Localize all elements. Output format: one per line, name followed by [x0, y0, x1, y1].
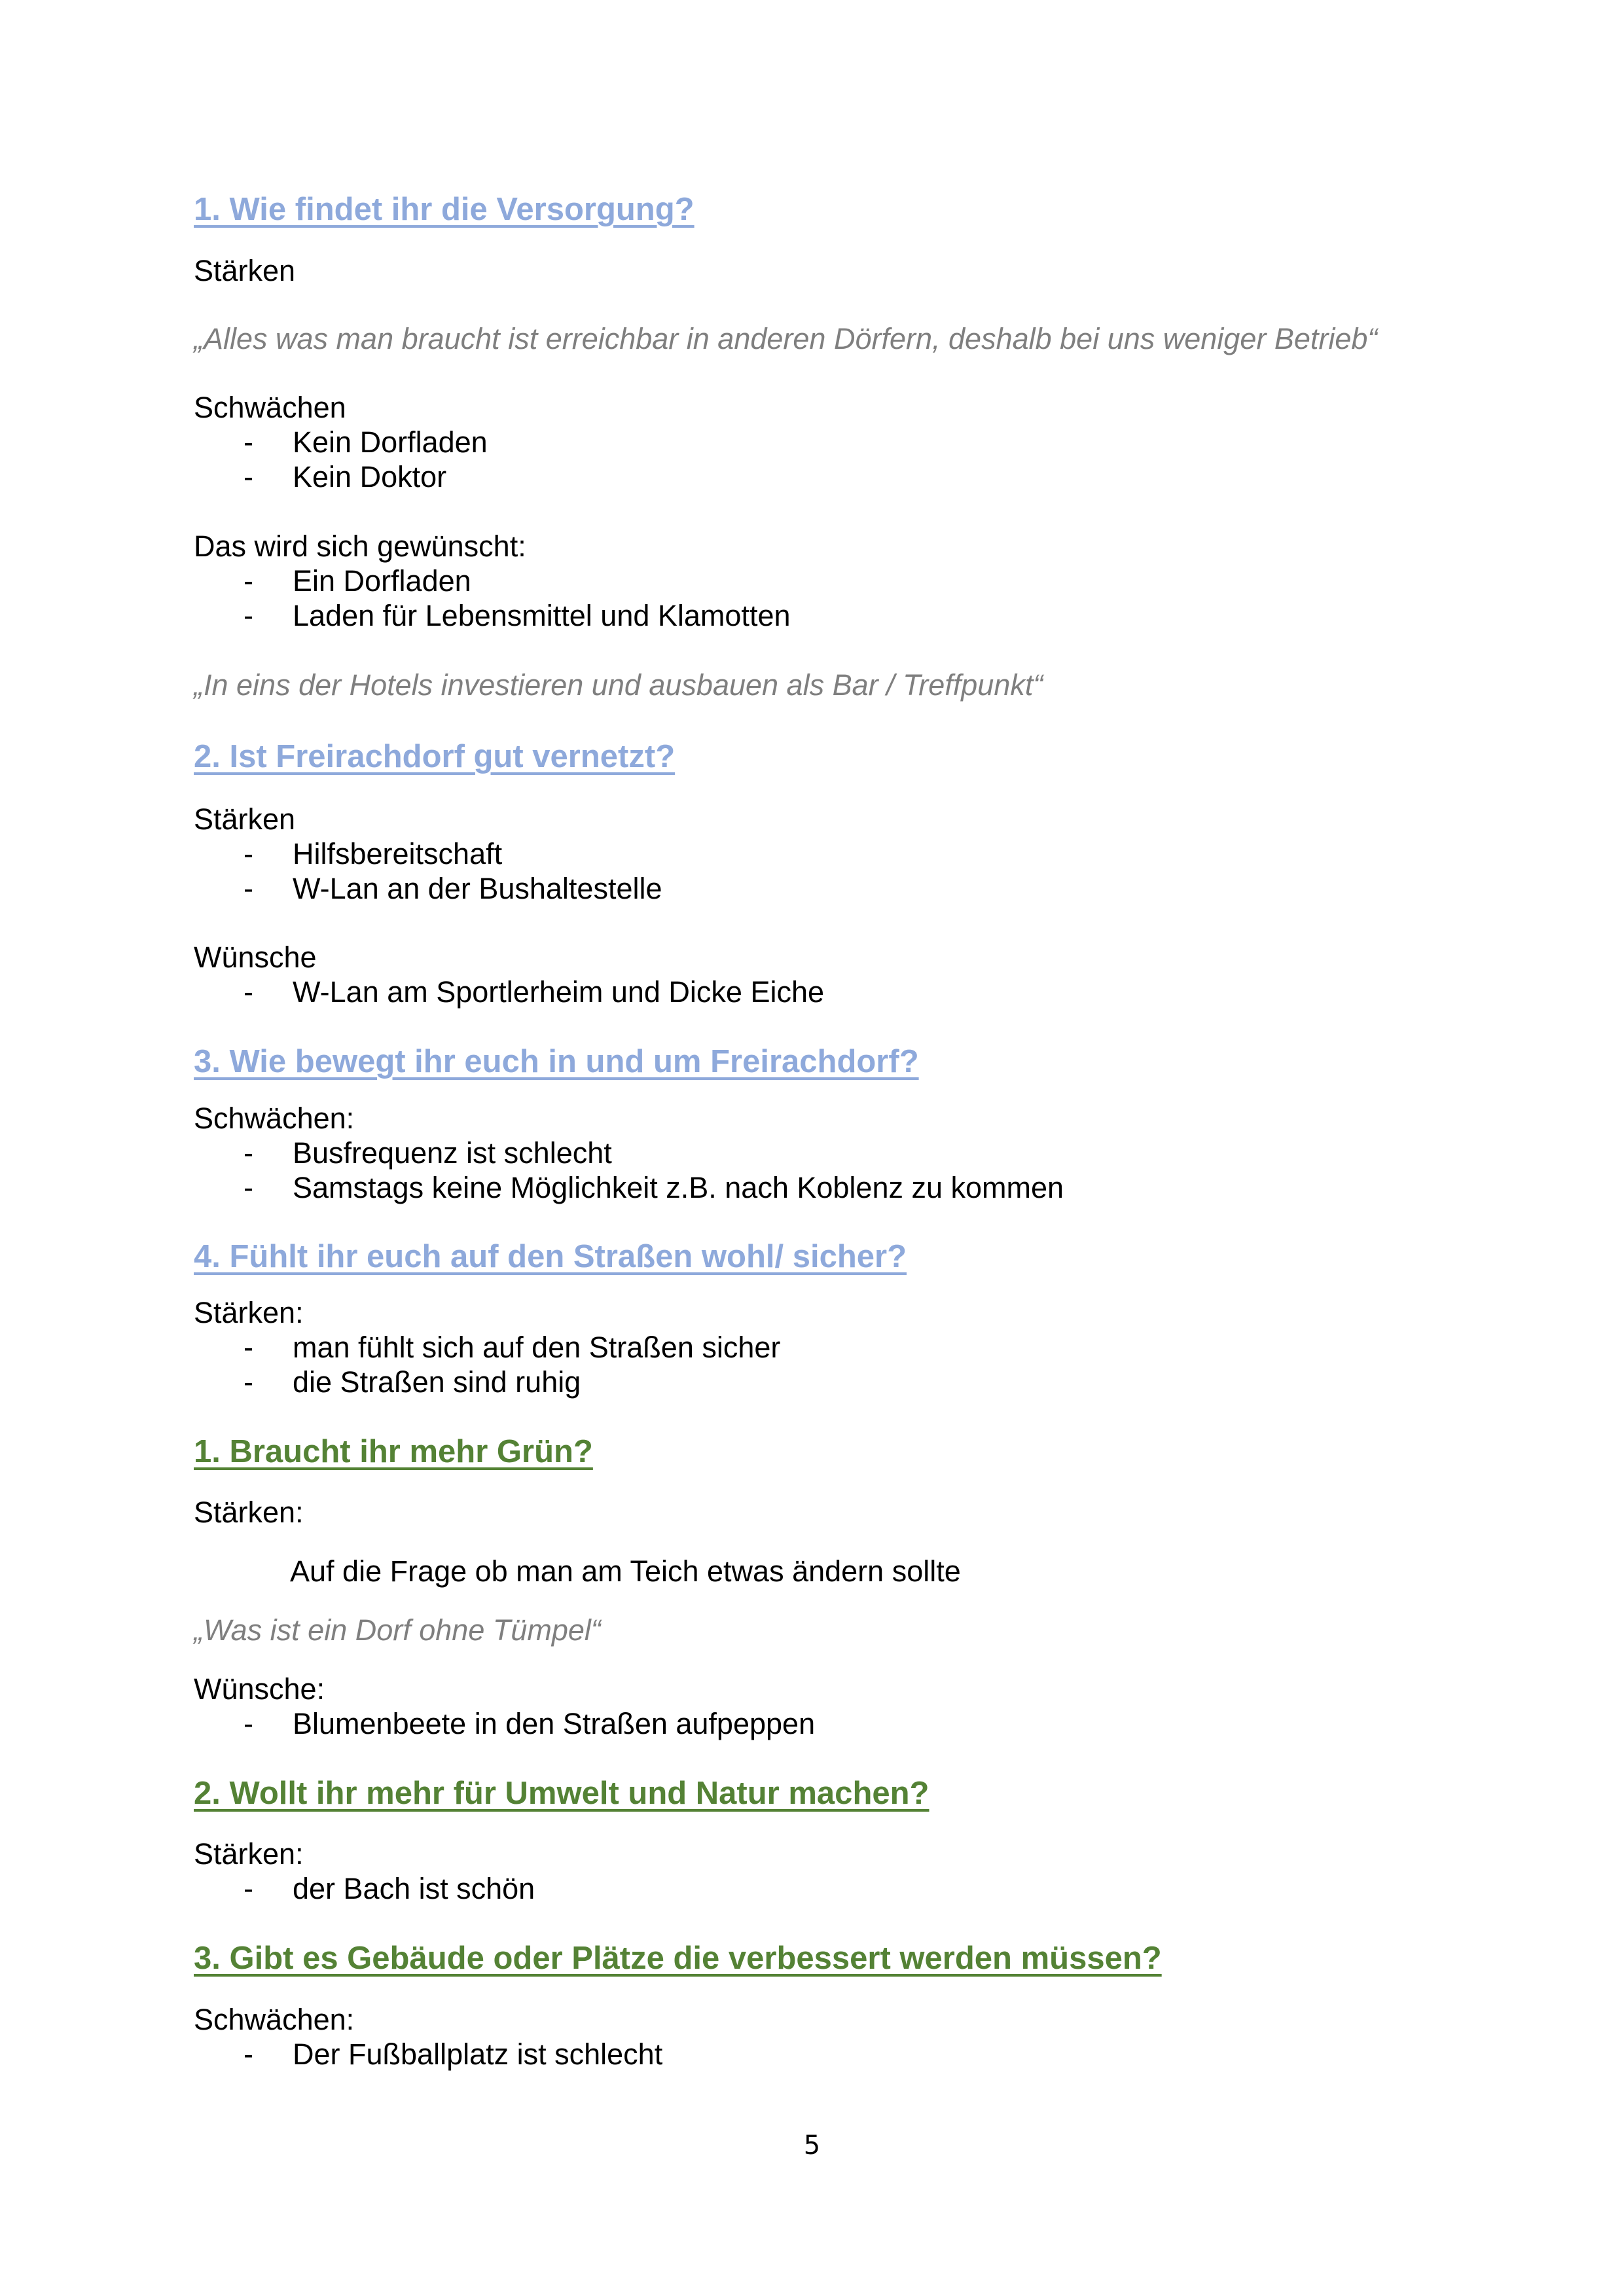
section-heading: 2. Ist Freirachdorf gut vernetzt?: [194, 739, 676, 774]
section-heading: 2. Wollt ihr mehr für Umwelt und Natur machen?: [194, 1776, 929, 1811]
list-item: Samstags keine Möglichkeit z.B. nach Koblenz zu kommen: [293, 1171, 1064, 1204]
strengths-label: Stärken:: [194, 1496, 304, 1529]
strengths-label: Stärken:: [194, 1296, 304, 1329]
list-item: Der Fußballplatz ist schlecht: [293, 2037, 663, 2071]
bullet-dash: -: [244, 425, 253, 459]
quote: „In eins der Hotels investieren und ausbauen als Bar / Treffpunkt“: [194, 668, 1043, 702]
strengths-label: Stärken: [194, 802, 296, 836]
list-item: der Bach ist schön: [293, 1872, 535, 1905]
list-item: Kein Doktor: [293, 460, 447, 493]
section-heading: 1. Wie findet ihr die Versorgung?: [194, 192, 695, 227]
list-item: Ein Dorfladen: [293, 564, 471, 598]
wishes-label: Das wird sich gewünscht:: [194, 529, 526, 563]
page-number: 5: [803, 2130, 821, 2161]
bullet-dash: -: [244, 1872, 253, 1905]
list-item: man fühlt sich auf den Straßen sicher: [293, 1331, 781, 1364]
bullet-dash: -: [244, 460, 253, 493]
list-item: W-Lan am Sportlerheim und Dicke Eiche: [293, 975, 825, 1009]
bullet-dash: -: [244, 564, 253, 598]
bullet-dash: -: [244, 975, 253, 1009]
quote: „Was ist ein Dorf ohne Tümpel“: [194, 1613, 601, 1647]
list-item: Blumenbeete in den Straßen aufpeppen: [293, 1707, 816, 1740]
bullet-dash: -: [244, 1171, 253, 1204]
bullet-dash: -: [244, 1136, 253, 1170]
bullet-dash: -: [244, 872, 253, 905]
list-item: die Straßen sind ruhig: [293, 1365, 581, 1399]
wishes-label: Wünsche:: [194, 1672, 325, 1706]
strengths-label: Stärken: [194, 254, 296, 287]
list-item: Kein Dorfladen: [293, 425, 488, 459]
wishes-label: Wünsche: [194, 941, 317, 974]
section-heading: 1. Braucht ihr mehr Grün?: [194, 1434, 593, 1469]
bullet-dash: -: [244, 1707, 253, 1740]
bullet-dash: -: [244, 2037, 253, 2071]
bullet-dash: -: [244, 837, 253, 870]
section-heading: 3. Wie bewegt ihr euch in und um Freirachdorf?: [194, 1044, 919, 1079]
list-item: Hilfsbereitschaft: [293, 837, 503, 870]
weaknesses-label: Schwächen:: [194, 1102, 355, 1135]
weaknesses-label: Schwächen: [194, 391, 346, 424]
quote: „Alles was man braucht ist erreichbar in anderen Dörfern, deshalb bei uns weniger Betrieb“: [194, 322, 1378, 355]
section-heading: 3. Gibt es Gebäude oder Plätze die verbessert werden müssen?: [194, 1941, 1162, 1976]
strengths-label: Stärken:: [194, 1837, 304, 1871]
bullet-dash: -: [244, 1331, 253, 1364]
note-text: Auf die Frage ob man am Teich etwas ändern sollte: [290, 1554, 961, 1588]
list-item: Laden für Lebensmittel und Klamotten: [293, 599, 791, 632]
list-item: W-Lan an der Bushaltestelle: [293, 872, 662, 905]
section-heading: 4. Fühlt ihr euch auf den Straßen wohl/ sicher?: [194, 1239, 907, 1274]
list-item: Busfrequenz ist schlecht: [293, 1136, 612, 1170]
bullet-dash: -: [244, 599, 253, 632]
bullet-dash: -: [244, 1365, 253, 1399]
weaknesses-label: Schwächen:: [194, 2003, 355, 2036]
